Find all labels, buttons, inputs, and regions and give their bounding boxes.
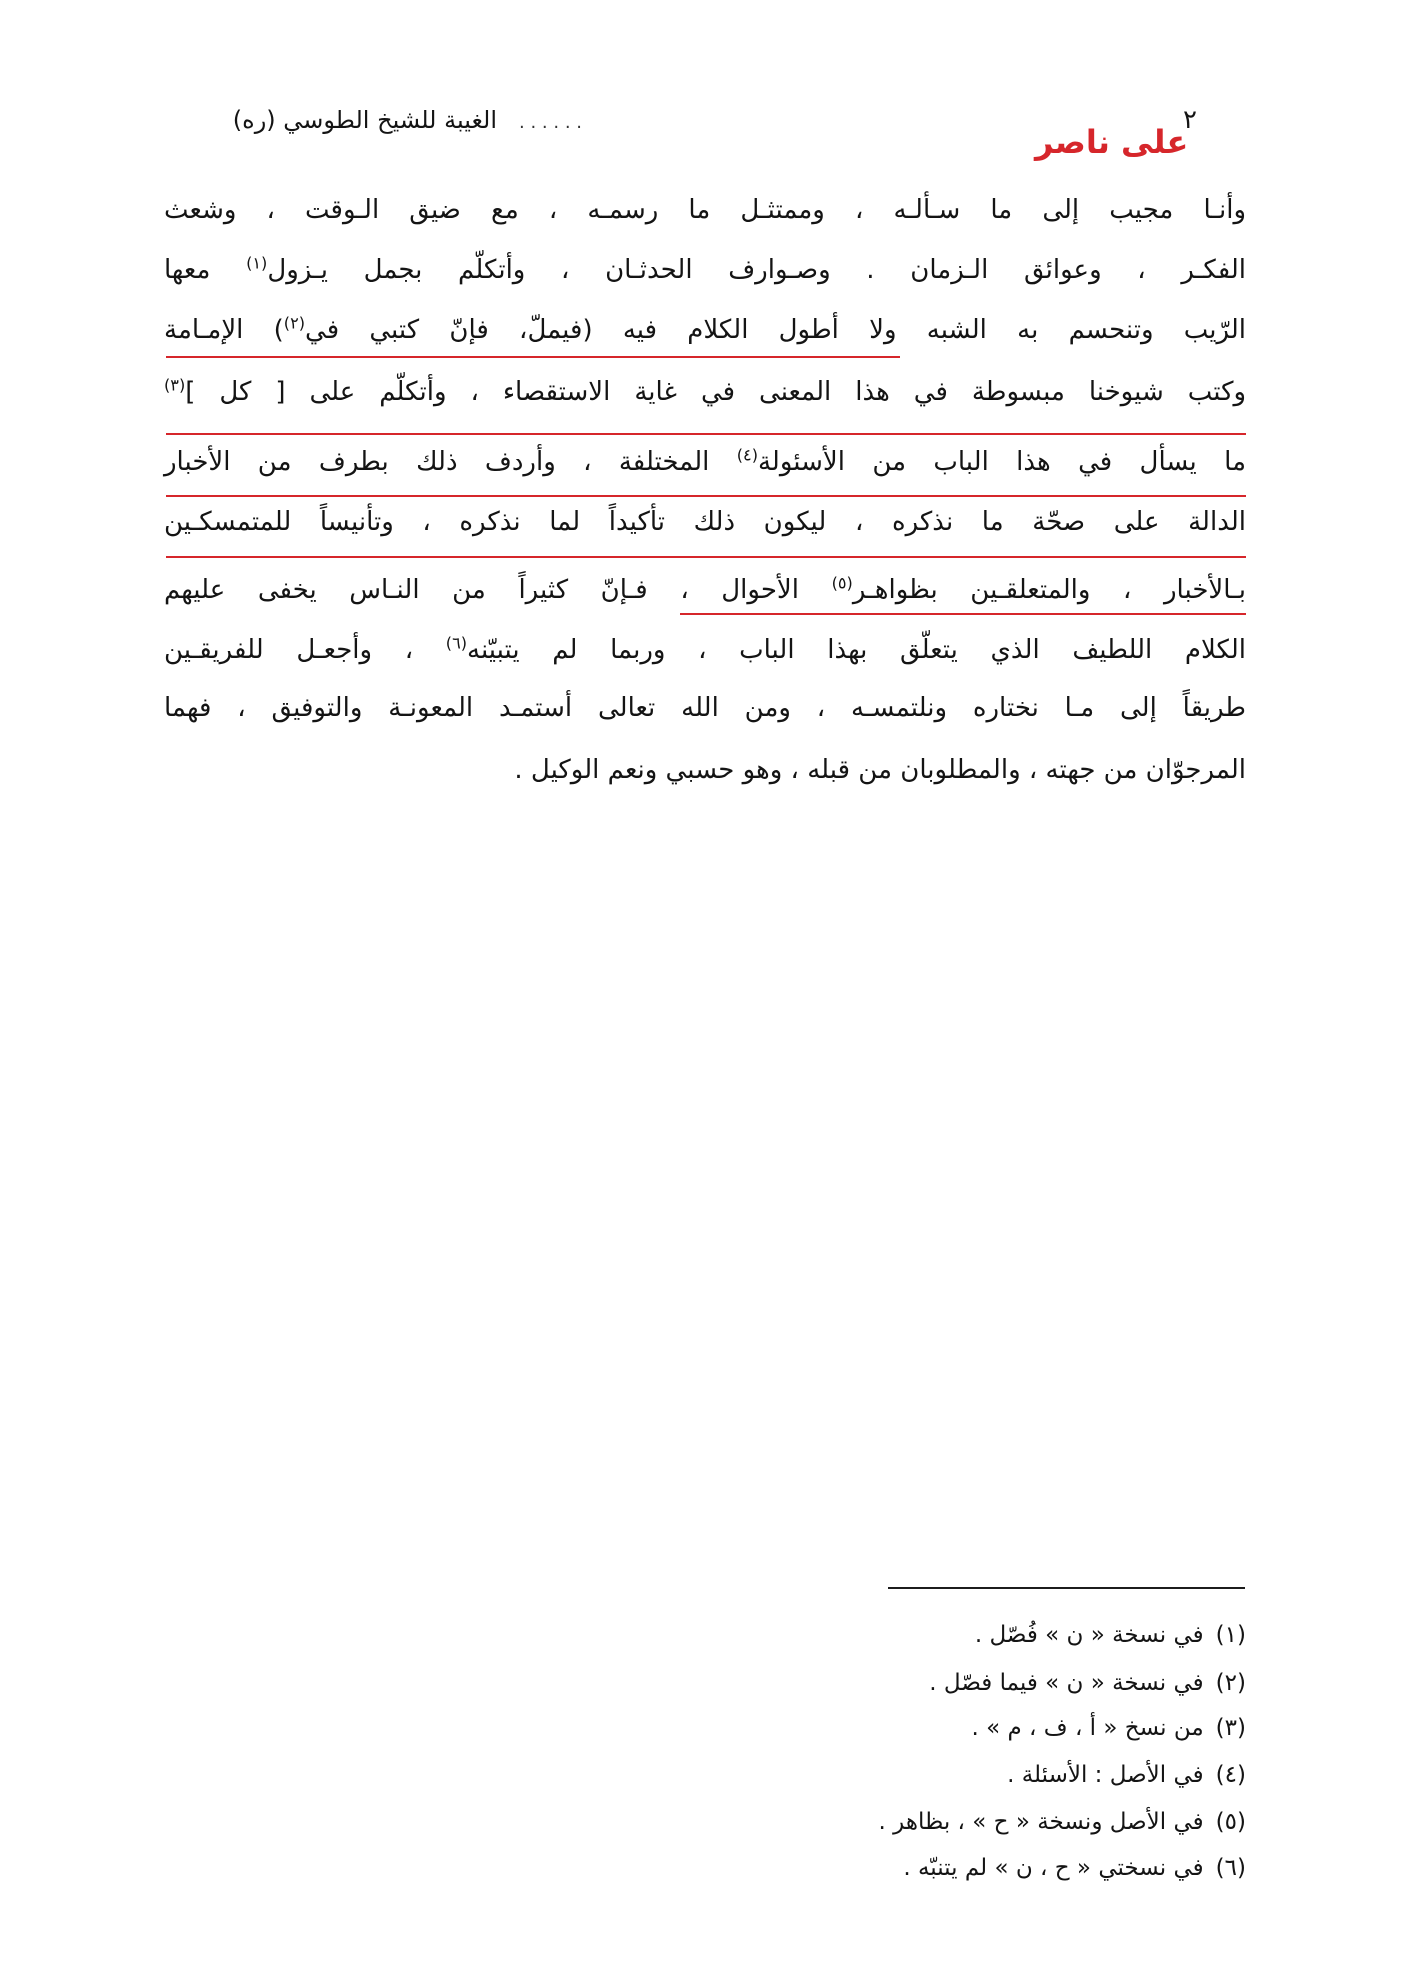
line-text: الفكـر ، وعوائق الـزمان . وصـوارف الحدثـان ، وأتكلّم بجمل يـزول [267,255,1246,285]
red-underline [166,495,1246,497]
footnote-number: (٦) [1215,1855,1246,1881]
footnote-ref: (١) [246,253,268,273]
page-number: ٢ [1183,105,1197,135]
footnote-text: من نسخ « أ ، ف ، م » . [971,1715,1204,1741]
body-line [164,497,1246,547]
footnote-number: (٥) [1215,1809,1246,1835]
footnote-number: (٣) [1215,1715,1246,1741]
body-line [164,565,1246,615]
footnote-number: (٤) [1215,1762,1246,1788]
footnote-text: في الأصل : الأسئلة . [1007,1762,1204,1788]
line-text: الدالة على صحّة ما نذكره ، ليكون ذلك تأكيداً لما نذكره ، وتأنيساً للمتمسكـين [164,507,1246,537]
red-underline [166,433,1246,435]
footnote-separator [888,1587,1245,1589]
line-text: طريقاً إلى مـا نختاره ونلتمسـه ، ومن الله تعالى أستمـد المعونـة والتوفيق ، فهما [164,693,1246,723]
footnote [972,1708,1247,1748]
line-text: المرجوّان من جهته ، والمطلوبان من قبله ، وهو حسبي ونعم الوكيل . [514,755,1246,785]
footnote-ref: (٢) [283,313,306,333]
line-text: الأحوال ، فـإنّ كثيراً من النـاس يخفى عليهم [164,575,832,605]
line-text: الكلام اللطيف الذي يتعلّق بهذا الباب ، وربما لم يتبيّنه [467,635,1246,665]
body-line-last [164,745,1246,795]
footnote [879,1802,1246,1842]
body-line [164,367,1246,417]
red-underline [166,356,900,358]
body-line [164,305,1246,355]
dot-leader: . . . . . . [519,112,582,133]
line-text: ما يسأل في هذا الباب من الأسئولة [757,447,1246,477]
footnote-ref: (٥) [831,573,853,593]
red-underline [166,556,1246,558]
line-text: بـالأخبار ، والمتعلقـين بظواهـر [852,575,1246,605]
body-line [164,245,1246,295]
line-text: معها [164,255,247,285]
footnote-text: في نسخة « ن » فيما فصّل . [929,1670,1204,1696]
book-title: الغيبة للشيخ الطوسي (ره) [232,106,498,134]
footnote-number: (٢) [1215,1670,1246,1696]
line-text: وأنـا مجيب إلى ما سـألـه ، وممتثـل ما رسمـه ، مع ضيق الـوقت ، وشعث [164,195,1246,225]
body-line [164,683,1246,733]
footnote-text: في نسخة « ن » فُصّل . [974,1622,1204,1648]
footnote [975,1615,1246,1655]
body-line [164,185,1246,235]
footnote [1007,1755,1246,1795]
running-head [130,102,582,141]
handwritten-annotation: على ناصر [1035,123,1189,161]
body-line [164,625,1246,675]
red-underline [680,613,1246,615]
line-text: الرّيب وتنحسم به الشبه ولا أطول الكلام فيه (فيملّ، فإنّ كتبي في [305,315,1247,345]
footnote-ref: (٣) [164,375,186,395]
footnote-text: في الأصل ونسخة « ح » ، بظاهر . [878,1809,1204,1835]
line-text: ، وأجعـل للفريقـين [164,635,446,665]
body-line [164,437,1246,487]
footnote-text: في نسختي « ح ، ن » لم يتنبّه . [903,1855,1204,1881]
line-text: ) الإمـامة [164,315,284,345]
footnote [929,1663,1246,1703]
footnote-ref: (٤) [736,445,758,465]
footnote [903,1848,1246,1888]
line-text: وكتب شيوخنا مبسوطة في هذا المعنى في غاية الاستقصاء ، وأتكلّم على [ كل ] [185,377,1246,407]
footnote-ref: (٦) [445,633,468,653]
footnote-number: (١) [1215,1622,1246,1648]
line-text: المختلفة ، وأردف ذلك بطرف من الأخبار [164,447,737,477]
